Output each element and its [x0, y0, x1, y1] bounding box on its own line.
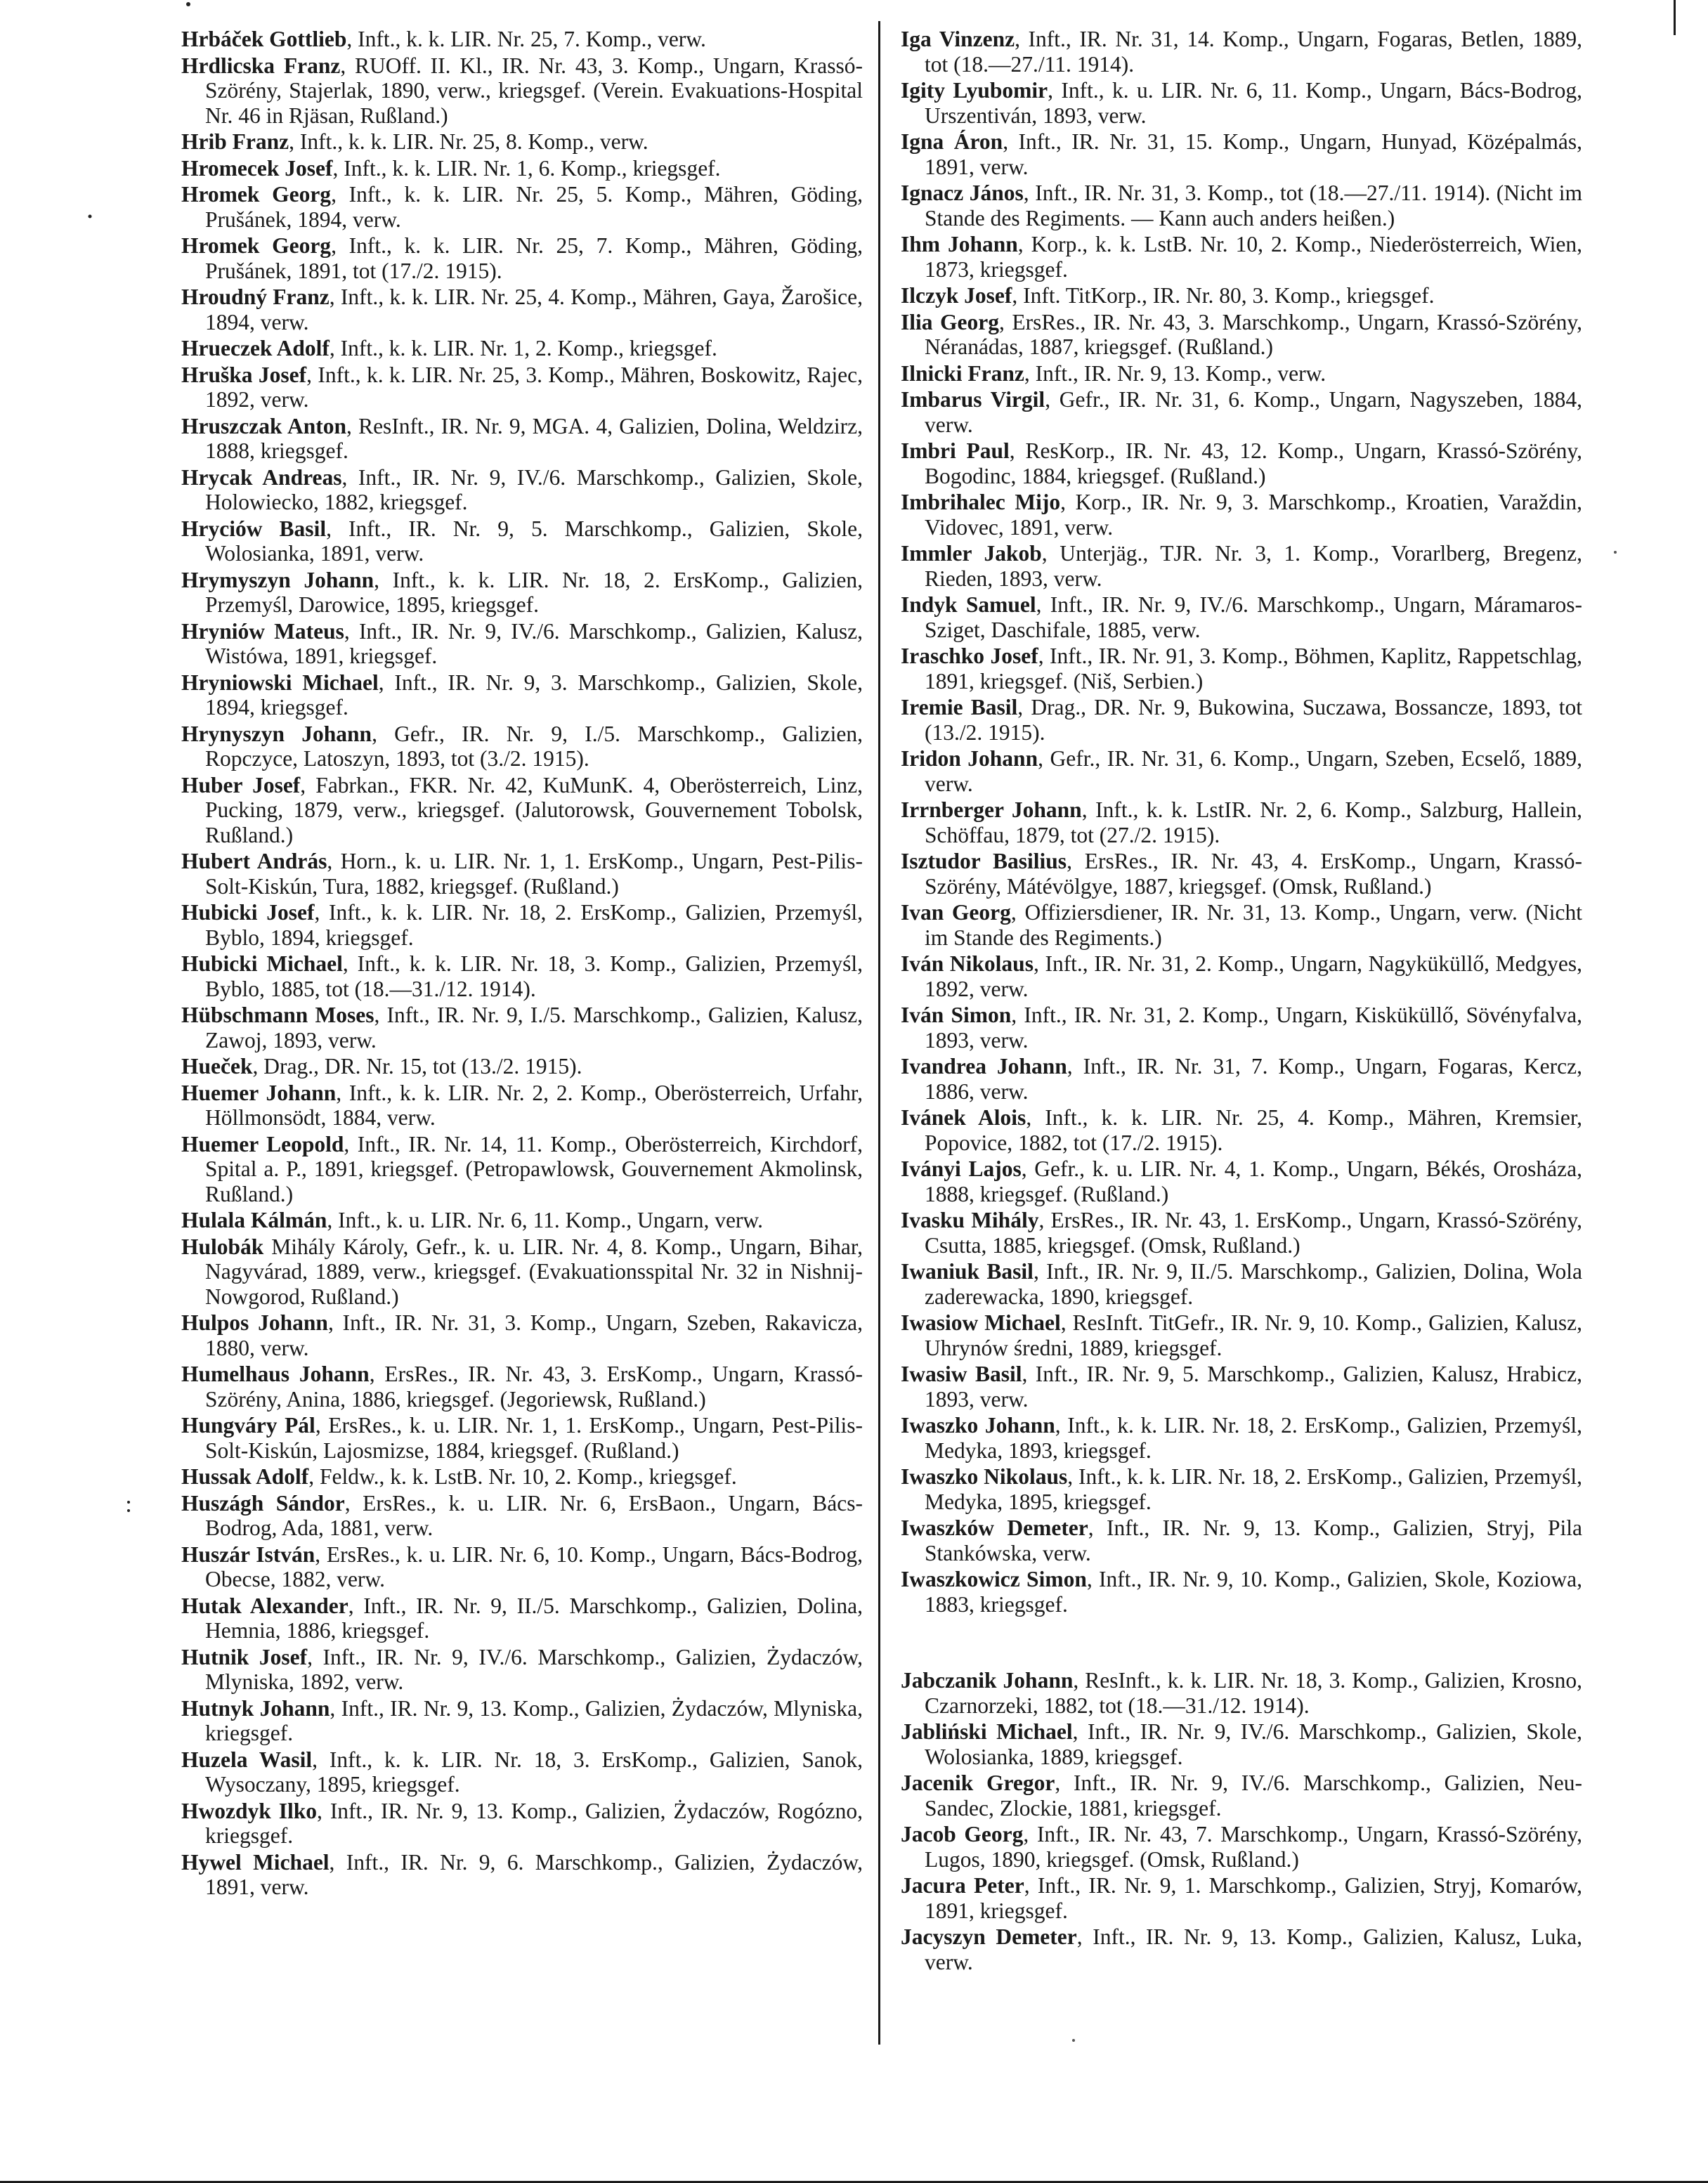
- entry-name: Hulpos Johann: [181, 1310, 328, 1335]
- entry-details: , Inft., k. k. LIR. Nr. 25, 5. Komp., Mähren, Göding, Prušánek, 1894, verw.: [205, 182, 863, 232]
- entry-details: , Inft., IR. Nr. 9, IV./6. Marschkomp., Galizien, Skole, Wolosianka, 1889, kriegsgef.: [925, 1719, 1582, 1769]
- entry-details: , Drag., DR. Nr. 15, tot (13./2. 1915).: [252, 1054, 582, 1079]
- right-column: [901, 27, 1582, 1976]
- entry-details: , ErsRes., IR. Nr. 43, 3. ErsKomp., Ungarn, Krassó-Szörény, Anina, 1886, kriegsgef. (Jegoriewsk, Rußland.): [205, 1362, 863, 1412]
- entry-details: , Inft., IR. Nr. 9, 5. Marschkomp., Galizien, Kalusz, Hrabicz, 1893, verw.: [925, 1362, 1582, 1412]
- entry-name: Iwaniuk Basil: [901, 1259, 1034, 1284]
- entry-name: Hussak Adolf: [181, 1464, 309, 1489]
- entry-name: Ihm Johann: [901, 232, 1018, 256]
- entry-name: Iwaszkowicz Simon: [901, 1567, 1087, 1591]
- entry-name: Hromecek Josef: [181, 155, 333, 181]
- register-entry: [901, 232, 1582, 282]
- entry-details: , Inft., IR. Nr. 9, IV./6. Marschkomp., Galizien, Kalusz, Wistówa, 1891, kriegsgef.: [205, 618, 863, 668]
- register-entry: [901, 1771, 1582, 1820]
- section-i: [901, 27, 1582, 1617]
- entry-details: , Inft., IR. Nr. 31, 3. Komp., Ungarn, Szeben, Rakavicza, 1880, verw.: [205, 1310, 863, 1360]
- entry-details: , Inft., IR. Nr. 43, 7. Marschkomp., Ungarn, Krassó-Szörény, Lugos, 1890, kriegsgef. (Omsk, Rußland.): [925, 1822, 1582, 1872]
- entry-name: Iványi Lajos: [901, 1156, 1022, 1181]
- register-entry: [181, 900, 863, 950]
- register-entry: [901, 1567, 1582, 1617]
- entry-name: Hywel Michael: [181, 1849, 330, 1875]
- entry-name: Hübschmann Moses: [181, 1003, 374, 1027]
- entry-name: Hruška Josef: [181, 362, 307, 387]
- entry-name: Hrib Franz: [181, 129, 289, 154]
- entry-details: , Gefr., IR. Nr. 31, 6. Komp., Ungarn, Szeben, Ecselő, 1889, verw.: [925, 746, 1582, 796]
- register-entry: [901, 78, 1582, 128]
- register-entry: [181, 414, 863, 464]
- speck: [186, 2, 190, 6]
- entry-details: , Inft., k. k. LIR. Nr. 18, 2. ErsKomp., Galizien, Przemyśl, Byblo, 1894, kriegsgef.: [205, 900, 863, 950]
- register-entry: [181, 1003, 863, 1053]
- entry-details: , Inft., k. k. LstIR. Nr. 2, 6. Komp., Salzburg, Hallein, Schöffau, 1879, tot (27./2. 1915).: [925, 797, 1582, 847]
- entry-name: Hubert András: [181, 849, 327, 873]
- entry-name: Hutnyk Johann: [181, 1695, 330, 1721]
- entry-name: Iridon Johann: [901, 746, 1038, 771]
- register-entry: [181, 27, 863, 52]
- entry-details: , Gefr., IR. Nr. 31, 6. Komp., Ungarn, Nagyszeben, 1884, verw.: [925, 387, 1582, 437]
- entry-details: , Inft., k. k. LIR. Nr. 2, 2. Komp., Oberösterreich, Urfahr, Höllmonsödt, 1884, verw.: [205, 1080, 863, 1130]
- register-entry: [181, 1081, 863, 1130]
- entry-details: , Drag., DR. Nr. 9, Bukowina, Suczawa, Bossancze, 1893, tot (13./2. 1915).: [925, 695, 1582, 745]
- register-entry: [901, 1719, 1582, 1769]
- register-entry: [181, 1850, 863, 1900]
- register-entry: [181, 53, 863, 129]
- entry-name: Jabczanik Johann: [901, 1668, 1074, 1693]
- entry-details: , Korp., k. k. LstB. Nr. 10, 2. Komp., Niederösterreich, Wien, 1873, kriegsgef.: [925, 232, 1582, 282]
- entry-name: Iwaszko Johann: [901, 1413, 1055, 1438]
- entry-details: , Inft., IR. Nr. 9, IV./6. Marschkomp., Galizien, Skole, Holowiecko, 1882, kriegsgef.: [205, 464, 863, 514]
- entry-name: Hutak Alexander: [181, 1593, 348, 1618]
- entry-details: , Gefr., IR. Nr. 9, I./5. Marschkomp., Galizien, Ropczyce, Latoszyn, 1893, tot (3./2. 1915).: [205, 721, 863, 771]
- entry-name: Jacyszyn Demeter: [901, 1924, 1077, 1949]
- register-entry: [181, 849, 863, 899]
- register-entry: [901, 1362, 1582, 1412]
- register-entry: [901, 1259, 1582, 1309]
- entry-details: , Inft., IR. Nr. 9, 13. Komp., Galizien, Kalusz, Luka, verw.: [925, 1924, 1582, 1974]
- entry-name: Iwasiow Michael: [901, 1310, 1061, 1335]
- register-entry: [181, 156, 863, 181]
- register-entry: [181, 1208, 863, 1233]
- register-entry: [181, 1413, 863, 1463]
- entry-details: , ErsRes., k. u. LIR. Nr. 6, ErsBaon., Ungarn, Bács-Bodrog, Ada, 1881, verw.: [205, 1490, 863, 1540]
- entry-details: , ResInft., k. k. LIR. Nr. 18, 3. Komp., Galizien, Krosno, Czarnorzeki, 1882, tot (18.—31./12. 1914).: [925, 1668, 1583, 1718]
- entry-details: , Inft., IR. Nr. 31, 7. Komp., Ungarn, Fogaras, Kercz, 1886, verw.: [925, 1054, 1582, 1104]
- entry-name: Huber Josef: [181, 772, 301, 797]
- entry-details: , ErsRes., k. u. LIR. Nr. 1, 1. ErsKomp., Ungarn, Pest-Pilis-Solt-Kiskún, Lajosmizse, 1884, kriegsgef. (Rußland.): [205, 1413, 863, 1463]
- register-entry: [901, 541, 1582, 591]
- register-entry: [181, 1542, 863, 1592]
- entry-name: Humelhaus Johann: [181, 1362, 370, 1386]
- register-entry: [181, 1799, 863, 1849]
- entry-details: , Inft., IR. Nr. 91, 3. Komp., Böhmen, Kaplitz, Rappetschlag, 1891, kriegsgef. (Niš, Serbien.): [925, 644, 1583, 693]
- entry-name: Imbrihalec Mijo: [901, 490, 1061, 514]
- register-entry: [181, 516, 863, 566]
- entry-name: Huemer Leopold: [181, 1131, 344, 1156]
- register-entry: [901, 1105, 1582, 1155]
- entry-name: Ivánek Alois: [901, 1105, 1026, 1130]
- register-entry: [901, 310, 1582, 360]
- register-entry: [901, 695, 1582, 745]
- register-entry: [181, 1132, 863, 1207]
- entry-name: Hromek Georg: [181, 233, 332, 258]
- entry-details: , Korp., IR. Nr. 9, 3. Marschkomp., Kroatien, Varaždin, Vidovec, 1891, verw.: [925, 490, 1582, 540]
- entry-details: , Inft., IR. Nr. 9, II./5. Marschkomp., Galizien, Dolina, Wola zaderewacka, 1890, kriegsgef.: [925, 1259, 1582, 1309]
- register-entry: [901, 797, 1582, 847]
- entry-details: , Inft., k. u. LIR. Nr. 6, 11. Komp., Ungarn, verw.: [327, 1208, 763, 1232]
- entry-details: , Inft., k. k. LIR. Nr. 18, 3. ErsKomp., Galizien, Sanok, Wysoczany, 1895, kriegsgef.: [205, 1747, 863, 1797]
- entry-details: , ErsRes., IR. Nr. 43, 1. ErsKomp., Ungarn, Krassó-Szörény, Csutta, 1885, kriegsgef. (Omsk, Rußland.): [925, 1208, 1582, 1258]
- entry-name: Igity Lyubomir: [901, 78, 1048, 103]
- register-entry: [901, 361, 1582, 386]
- entry-details: , Unterjäg., TJR. Nr. 3, 1. Komp., Vorarlberg, Bregenz, Rieden, 1893, verw.: [925, 541, 1583, 591]
- entry-details: , Inft., IR. Nr. 9, 13. Komp., Galizien, Żydaczów, Mlyniska, kriegsgef.: [205, 1695, 863, 1745]
- right-margin-rule: [1674, 0, 1676, 35]
- entry-name: Iremie Basil: [901, 695, 1018, 719]
- entry-name: Ilczyk Josef: [901, 283, 1012, 308]
- register-entry: [181, 129, 863, 155]
- entry-details: , Inft., IR. Nr. 31, 3. Komp., tot (18.—27./11. 1914). (Nicht im Stande des Regiments. — Kann auch anders heißen.): [925, 181, 1582, 230]
- register-entry: [901, 438, 1582, 488]
- section-gap: [901, 1618, 1582, 1668]
- entry-details: , ErsRes., IR. Nr. 43, 3. Marschkomp., Ungarn, Krassó-Szörény, Néranádas, 1887, kriegsgef. (Rußland.): [925, 309, 1582, 359]
- entry-details: , Inft., IR. Nr. 9, 10. Komp., Galizien, Skole, Koziowa, 1883, kriegsgef.: [925, 1567, 1582, 1617]
- speck: [1614, 551, 1617, 554]
- entry-name: Hrynyszyn Johann: [181, 721, 372, 746]
- entry-name: Hrdlicska Franz: [181, 53, 341, 78]
- entry-name: Hruszczak Anton: [181, 413, 346, 438]
- register-entry: [181, 1491, 863, 1541]
- entry-details: , ErsRes., k. u. LIR. Nr. 6, 10. Komp., Ungarn, Bács-Bodrog, Obecse, 1882, verw.: [205, 1542, 863, 1591]
- register-entry: [901, 1924, 1582, 1974]
- entry-name: Irrnberger Johann: [901, 797, 1082, 822]
- entry-name: Hueček: [181, 1054, 253, 1079]
- register-entry: [181, 233, 863, 283]
- register-entry: [181, 465, 863, 515]
- register-entry: [901, 1668, 1582, 1718]
- register-entry: [901, 1413, 1582, 1463]
- register-entry: [181, 363, 863, 412]
- register-entry: [901, 1822, 1582, 1872]
- register-entry: [181, 1234, 863, 1310]
- entry-details: , Inft., k. k. LIR. Nr. 25, 7. Komp., verw.: [346, 27, 706, 51]
- entry-details: Mihály Károly, Gefr., k. u. LIR. Nr. 4, 8. Komp., Ungarn, Bihar, Nagyvárad, 1889, verw., kriegsgef. (Evakuationsspital Nr. 32 in Nishnij-Nowgorod, Rußland.): [205, 1234, 863, 1309]
- register-entry: [181, 619, 863, 669]
- speck: [89, 215, 92, 219]
- entry-name: Ivasku Mihály: [901, 1208, 1039, 1232]
- entry-name: Ignacz János: [901, 181, 1024, 205]
- register-entry: [901, 592, 1582, 642]
- register-entry: [181, 1310, 863, 1360]
- column-divider: [878, 21, 880, 2045]
- register-entry: [901, 1156, 1582, 1206]
- speck: [127, 1509, 130, 1512]
- entry-details: , Inft., IR. Nr. 9, 13. Komp., Galizien, Stryj, Pila Stankówska, verw.: [925, 1516, 1582, 1565]
- register-entry: [181, 1464, 863, 1490]
- entry-details: , Feldw., k. k. LstB. Nr. 10, 2. Komp., kriegsgef.: [308, 1464, 737, 1489]
- register-entry: [901, 900, 1582, 950]
- register-entry: [181, 773, 863, 848]
- entry-name: Hrueczek Adolf: [181, 336, 330, 360]
- register-entry: [901, 387, 1582, 437]
- register-entry: [901, 1054, 1582, 1104]
- register-entry: [901, 1003, 1582, 1053]
- entry-name: Iwasiw Basil: [901, 1362, 1022, 1386]
- entry-name: Huemer Johann: [181, 1080, 337, 1105]
- entry-details: , Inft., k. k. LIR. Nr. 25, 7. Komp., Mähren, Göding, Prušánek, 1891, tot (17./2. 1915).: [205, 233, 863, 283]
- entry-details: , Inft., k. k. LIR. Nr. 1, 6. Komp., kriegsgef.: [332, 155, 721, 181]
- register-entry: [181, 951, 863, 1001]
- entry-details: , Inft., IR. Nr. 31, 15. Komp., Ungarn, Hunyad, Középalmás, 1891, verw.: [925, 129, 1582, 179]
- entry-name: Immler Jakob: [901, 541, 1042, 566]
- register-entry: [181, 336, 863, 361]
- register-entry: [181, 1054, 863, 1079]
- register-entry: [901, 746, 1582, 796]
- entry-name: Ilia Georg: [901, 309, 999, 334]
- entry-details: , Inft., IR. Nr. 9, IV./6. Marschkomp., Ungarn, Máramaros-Sziget, Daschifale, 1885, verw.: [925, 592, 1582, 642]
- entry-details: , Inft., k. k. LIR. Nr. 25, 4. Komp., Mähren, Gaya, Žarošice, 1894, verw.: [205, 285, 863, 334]
- section-j: [901, 1668, 1582, 1974]
- entry-name: Iwaszko Nikolaus: [901, 1464, 1068, 1489]
- register-entry: [181, 568, 863, 618]
- register-entry: [181, 1747, 863, 1797]
- entry-name: Huszágh Sándor: [181, 1490, 345, 1516]
- entry-details: , Inft., k. k. LIR. Nr. 18, 3. Komp., Galizien, Przemyśl, Byblo, 1885, tot (18.—31./12. 1914).: [205, 951, 863, 1001]
- entry-name: Iván Simon: [901, 1003, 1012, 1027]
- entry-details: , Inft., IR. Nr. 9, II./5. Marschkomp., Galizien, Dolina, Hemnia, 1886, kriegsgef.: [205, 1593, 863, 1643]
- entry-details: , Inft., IR. Nr. 9, 6. Marschkomp., Galizien, Żydaczów, 1891, verw.: [205, 1849, 863, 1899]
- entry-details: , Inft., k. k. LIR. Nr. 18, 2. ErsKomp., Galizien, Przemyśl, Darowice, 1895, kriegsgef.: [205, 567, 863, 617]
- entry-name: Iván Nikolaus: [901, 951, 1034, 976]
- register-entry: [181, 182, 863, 232]
- entry-name: Isztudor Basilius: [901, 849, 1067, 873]
- entry-details: , Inft., IR. Nr. 9, 13. Komp., Galizien, Żydaczów, Rogózno, kriegsgef.: [205, 1798, 863, 1848]
- entry-details: , Inft., IR. Nr. 9, 3. Marschkomp., Galizien, Skole, 1894, kriegsgef.: [205, 670, 863, 719]
- entry-details: , Inft., k. k. LIR. Nr. 18, 2. ErsKomp., Galizien, Przemyśl, Medyka, 1893, kriegsgef.: [925, 1413, 1582, 1463]
- entry-name: Iwaszków Demeter: [901, 1516, 1088, 1540]
- entry-details: , Inft., IR. Nr. 31, 14. Komp., Ungarn, Fogaras, Betlen, 1889, tot (18.—27./11. 1914).: [925, 27, 1582, 77]
- entry-details: , Fabrkan., FKR. Nr. 42, KuMunK. 4, Oberösterreich, Linz, Pucking, 1879, verw., kriegsgef. (Jalutorowsk, Gouvernement Tobolsk, Rußland.): [205, 772, 863, 847]
- register-entry: [901, 644, 1582, 693]
- register-entry: [181, 1362, 863, 1412]
- register-entry: [901, 1873, 1582, 1923]
- entry-name: Jacura Peter: [901, 1873, 1024, 1898]
- entry-details: , Inft., k. k. LIR. Nr. 25, 4. Komp., Mähren, Kremsier, Popovice, 1882, tot (17./2. 1915).: [925, 1105, 1582, 1155]
- entry-name: Indyk Samuel: [901, 592, 1036, 617]
- entry-name: Iga Vinzenz: [901, 27, 1015, 51]
- entry-details: , Offiziersdiener, IR. Nr. 31, 13. Komp., Ungarn, verw. (Nicht im Stande des Regiments.): [925, 900, 1582, 950]
- register-entry: [181, 670, 863, 720]
- entry-details: , Inft., IR. Nr. 9, I./5. Marschkomp., Galizien, Kalusz, Zawoj, 1893, verw.: [205, 1003, 863, 1053]
- entry-name: Imbri Paul: [901, 438, 1010, 463]
- entry-details: , Inft. TitKorp., IR. Nr. 80, 3. Komp., kriegsgef.: [1012, 283, 1435, 308]
- entry-name: Hryciów Basil: [181, 516, 327, 541]
- register-entry: [901, 490, 1582, 540]
- speck: [127, 1501, 130, 1504]
- entry-details: , Inft., IR. Nr. 9, 1. Marschkomp., Galizien, Stryj, Komarów, 1891, kriegsgef.: [925, 1873, 1583, 1923]
- entry-name: Jacenik Gregor: [901, 1771, 1055, 1795]
- entry-name: Hrbáček Gottlieb: [181, 27, 347, 51]
- entry-details: , Inft., k. k. LIR. Nr. 25, 3. Komp., Mähren, Boskowitz, Rajec, 1892, verw.: [205, 362, 863, 412]
- entry-name: Hromek Georg: [181, 182, 332, 207]
- entry-name: Imbarus Virgil: [901, 387, 1045, 412]
- register-entry: [181, 722, 863, 771]
- entry-name: Hubicki Michael: [181, 951, 343, 976]
- entry-details: , Inft., IR. Nr. 9, 13. Komp., verw.: [1024, 360, 1326, 386]
- register-entry: [901, 951, 1582, 1001]
- entry-name: Hulala Kálmán: [181, 1208, 327, 1232]
- entry-details: , Inft., IR. Nr. 9, IV./6. Marschkomp., Galizien, Neu-Sandec, Zlockie, 1881, kriegsgef.: [925, 1771, 1582, 1820]
- entry-details: , Inft., k. u. LIR. Nr. 6, 11. Komp., Ungarn, Bács-Bodrog, Urszentiván, 1893, verw.: [925, 78, 1582, 128]
- register-entry: [901, 849, 1582, 899]
- entry-name: Iraschko Josef: [901, 644, 1038, 668]
- entry-name: Ivan Georg: [901, 900, 1011, 925]
- entry-details: , Inft., k. k. LIR. Nr. 1, 2. Komp., kriegsgef.: [329, 336, 717, 360]
- left-column: [181, 27, 863, 1901]
- register-entry: [901, 283, 1582, 308]
- entry-name: Huzela Wasil: [181, 1747, 313, 1772]
- entry-details: , Inft., IR. Nr. 31, 2. Komp., Ungarn, Kisküküllő, Sövényfalva, 1893, verw.: [925, 1003, 1582, 1053]
- entry-name: Hutnik Josef: [181, 1644, 308, 1669]
- entry-name: Hryniowski Michael: [181, 670, 379, 695]
- register-entry: [901, 181, 1582, 230]
- entry-details: , Inft., IR. Nr. 9, 5. Marschkomp., Galizien, Skole, Wolosianka, 1891, verw.: [205, 516, 863, 566]
- entry-name: Hrycak Andreas: [181, 464, 342, 490]
- register-entry: [901, 1464, 1582, 1514]
- register-entry: [181, 1696, 863, 1746]
- entry-name: Jacob Georg: [901, 1822, 1024, 1846]
- entry-details: , Inft., k. k. LIR. Nr. 18, 2. ErsKomp., Galizien, Przemyśl, Medyka, 1895, kriegsgef.: [925, 1464, 1582, 1514]
- entry-name: Jabliński Michael: [901, 1719, 1073, 1744]
- entry-details: , Inft., IR. Nr. 31, 2. Komp., Ungarn, Nagyküküllő, Medgyes, 1892, verw.: [925, 951, 1582, 1001]
- entry-name: Hroudný Franz: [181, 285, 330, 309]
- register-entry: [181, 285, 863, 334]
- entry-name: Huszár István: [181, 1542, 315, 1567]
- entry-details: , ErsRes., IR. Nr. 43, 4. ErsKomp., Ungarn, Krassó-Szörény, Mátévölgye, 1887, kriegsgef. (Omsk, Rußland.): [925, 849, 1582, 899]
- entry-name: Igna Áron: [901, 129, 1003, 154]
- register-entry: [901, 1208, 1582, 1258]
- entry-name: Ivandrea Johann: [901, 1054, 1067, 1079]
- speck: [1072, 2039, 1075, 2042]
- entry-details: , Horn., k. u. LIR. Nr. 1, 1. ErsKomp., Ungarn, Pest-Pilis-Solt-Kiskún, Tura, 1882, kriegsgef. (Rußland.): [205, 849, 863, 899]
- entry-details: , Gefr., k. u. LIR. Nr. 4, 1. Komp., Ungarn, Békés, Orosháza, 1888, kriegsgef. (Rußland.): [925, 1156, 1582, 1206]
- entry-name: Hubicki Josef: [181, 900, 315, 925]
- entry-name: Hungváry Pál: [181, 1413, 315, 1438]
- entry-details: , RUOff. II. Kl., IR. Nr. 43, 3. Komp., Ungarn, Krassó-Szörény, Stajerlak, 1890, verw., kriegsgef. (Verein. Evakuations-Hospital Nr. 46 in Rjäsan, Rußland.): [205, 53, 863, 128]
- entry-name: Hulobák: [181, 1234, 264, 1259]
- entry-name: Hwozdyk Ilko: [181, 1798, 317, 1823]
- entry-details: , Inft., IR. Nr. 9, IV./6. Marschkomp., Galizien, Żydaczów, Mlyniska, 1892, verw.: [205, 1644, 863, 1694]
- entry-name: Hryniów Mateus: [181, 618, 344, 644]
- entry-name: Ilnicki Franz: [901, 360, 1024, 386]
- register-entry: [901, 1310, 1582, 1360]
- register-entry: [901, 27, 1582, 77]
- entry-details: , ResKorp., IR. Nr. 43, 12. Komp., Ungarn, Krassó-Szörény, Bogodinc, 1884, kriegsgef. (Rußland.): [925, 438, 1583, 488]
- entry-details: , Inft., k. k. LIR. Nr. 25, 8. Komp., verw.: [289, 129, 648, 154]
- register-entry: [181, 1645, 863, 1695]
- entry-name: Hrymyszyn Johann: [181, 567, 374, 592]
- register-entry: [901, 1516, 1582, 1565]
- entry-details: , Inft., IR. Nr. 14, 11. Komp., Oberösterreich, Kirchdorf, Spital a. P., 1891, kriegsgef. (Petropawlowsk, Gouvernement Akmolinsk, Rußland.): [205, 1131, 863, 1206]
- register-entry: [181, 1594, 863, 1643]
- register-entry: [901, 129, 1582, 179]
- entry-details: , ResInft., IR. Nr. 9, MGA. 4, Galizien, Dolina, Weldzirz, 1888, kriegsgef.: [205, 413, 863, 463]
- entry-details: , ResInft. TitGefr., IR. Nr. 9, 10. Komp., Galizien, Kalusz, Uhrynów średni, 1889, kriegsgef.: [925, 1310, 1582, 1360]
